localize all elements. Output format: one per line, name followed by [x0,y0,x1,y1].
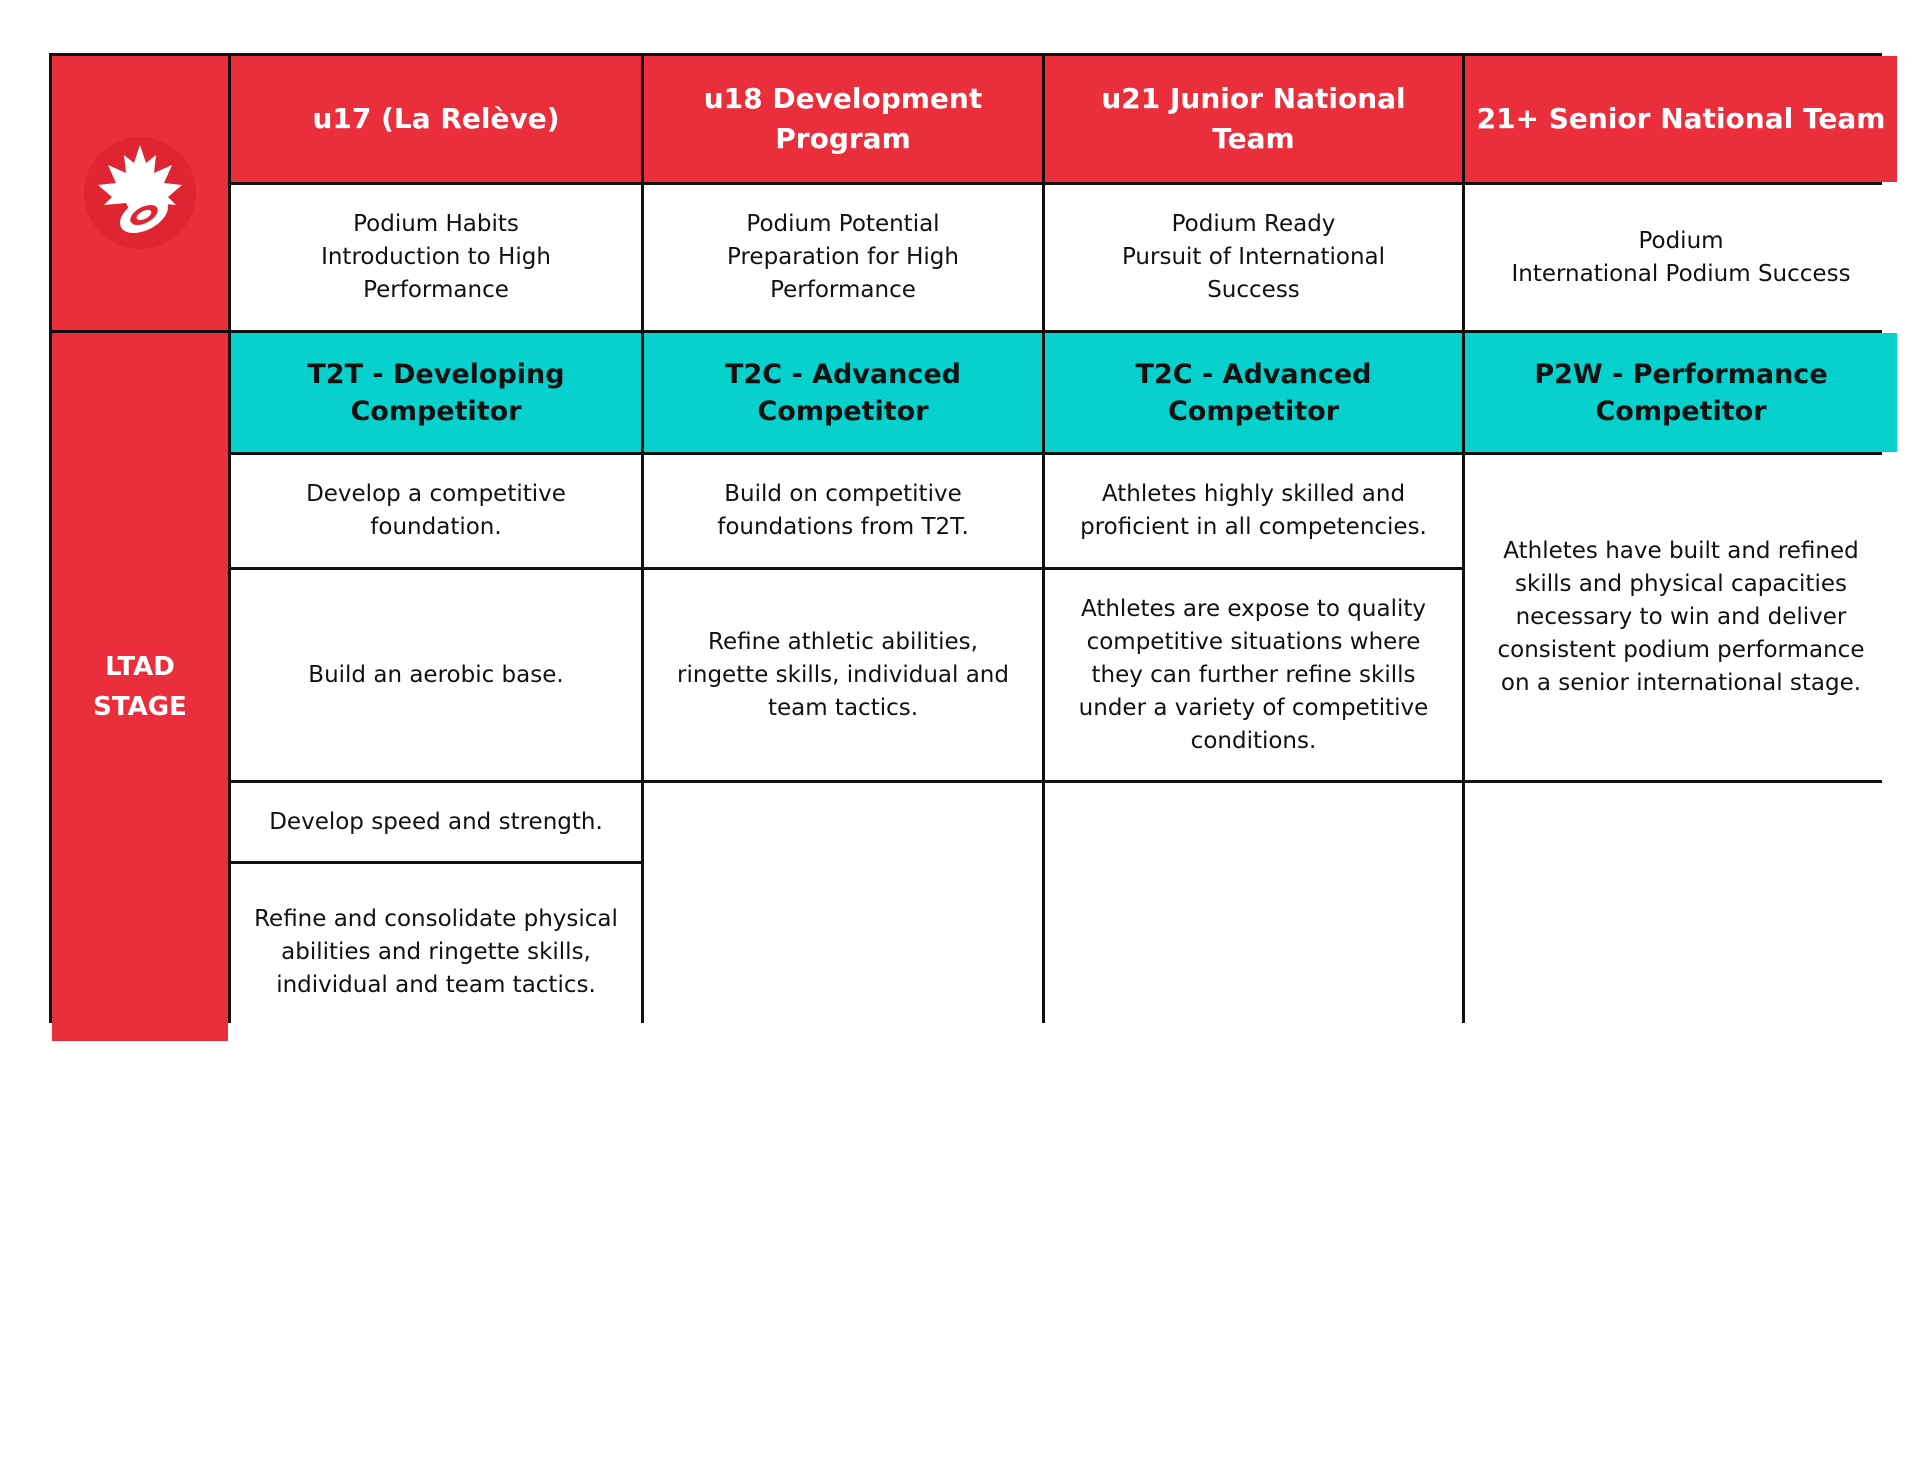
empty-cell-senior [1465,783,1897,1041]
objective-senior-1: Athletes have built and refined skills and physical capacities necessary to win and deliver consistent podium performance on a senior international stage. [1465,455,1897,780]
column-header-u17: u17 (La Relève) [231,56,641,182]
ltad-label-line1: LTAD [105,652,175,682]
empty-cell-u18 [644,783,1042,1041]
podium-goal-u18: Podium Potential Preparation for High Performance [644,185,1042,330]
ltad-stage-label [52,333,228,1041]
objective-u17-3: Develop speed and strength. [231,783,641,861]
objective-u18-1: Build on competitive foundations from T2T. [644,455,1042,567]
objective-u21-1: Athletes highly skilled and proficient in all competencies. [1045,455,1462,567]
maple-leaf-ringette-ring-icon [80,133,200,253]
podium-goal-senior: Podium International Podium Success [1465,185,1897,330]
objective-u17-4: Refine and consolidate physical abilities and ringette skills, individual and team tactics. [231,864,641,1041]
stage-u18: T2C - Advanced Competitor [644,333,1042,452]
column-header-senior: 21+ Senior National Team [1465,56,1897,182]
column-header-u21: u21 Junior National Team [1045,56,1462,182]
stage-senior: P2W - Performance Competitor [1465,333,1897,452]
stage-u17: T2T - Developing Competitor [231,333,641,452]
stage-u21: T2C - Advanced Competitor [1045,333,1462,452]
objective-u18-2: Refine athletic abilities, ringette skills, individual and team tactics. [644,570,1042,780]
column-header-u18: u18 Development Program [644,56,1042,182]
objective-u17-2: Build an aerobic base. [231,570,641,780]
objective-u17-1: Develop a competitive foundation. [231,455,641,567]
podium-goal-u21: Podium Ready Pursuit of International Success [1045,185,1462,330]
podium-goal-u17: Podium Habits Introduction to High Performance [231,185,641,330]
objective-u21-2: Athletes are expose to quality competitive situations where they can further refine skills under a variety of competitive conditions. [1045,570,1462,780]
ltad-table [49,53,1886,1023]
logo-cell [52,56,228,330]
ltad-label-line2: STAGE [93,692,187,722]
empty-cell-u21 [1045,783,1462,1041]
